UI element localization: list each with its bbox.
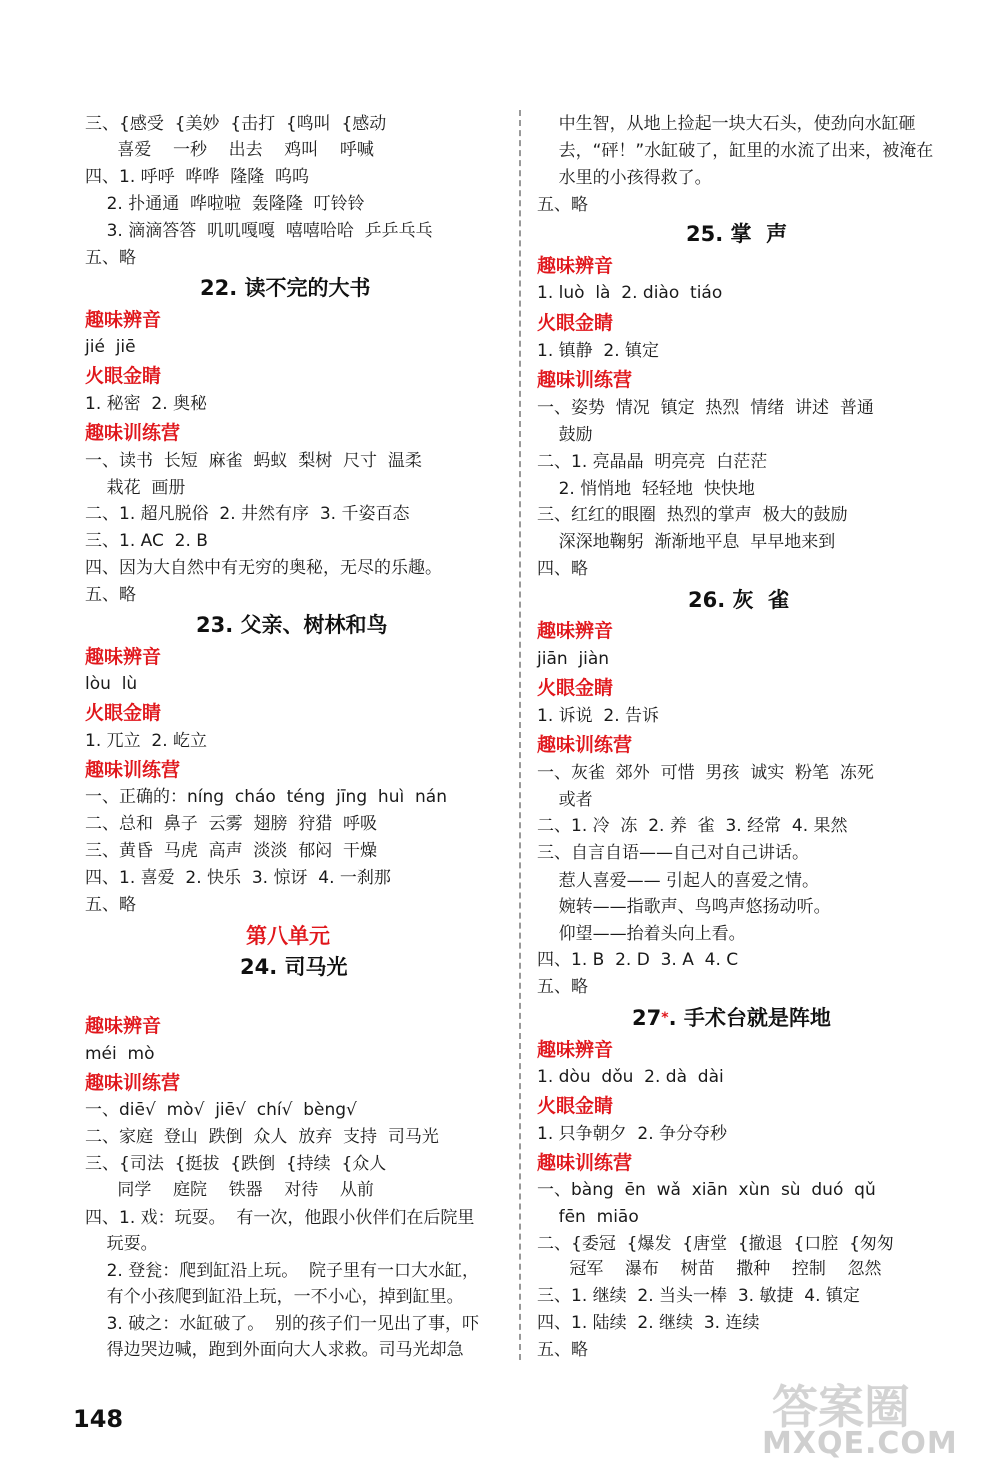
section-heading: 趣味辨音 <box>537 620 614 642</box>
section-heading: 火眼金睛 <box>537 677 614 699</box>
section-heading: 趣味训练营 <box>85 759 181 781</box>
answer-line: 冠军 瀑布 树苗 撒种 控制 忽然 <box>537 1259 882 1279</box>
answer-line: 一、读书 长短 麻雀 蚂蚁 梨树 尺寸 温柔 <box>85 451 422 471</box>
answer-line: 三、{感受 {美妙 {击打 {鸣叫 {感动 <box>85 114 387 134</box>
answer-line: 五、略 <box>85 585 136 605</box>
section-heading: 趣味训练营 <box>537 369 633 391</box>
optional-star-icon: * <box>661 1010 669 1026</box>
answer-line: 四、1. 陆续 2. 继续 3. 连续 <box>537 1313 760 1333</box>
section-heading: 趣味训练营 <box>85 422 181 444</box>
answer-line: 得边哭边喊，跑到外面向大人求救。司马光却急 <box>85 1340 464 1360</box>
answer-line: 惹人喜爱—— 引起人的喜爱之情。 <box>537 871 820 891</box>
answer-line: 栽花 画册 <box>85 478 186 498</box>
answer-line: 3. 滴滴答答 叽叽嘎嘎 嘻嘻哈哈 乒乒乓乓 <box>85 221 433 241</box>
answer-line: 二、1. 亮晶晶 明亮亮 白茫茫 <box>537 452 768 472</box>
answer-line: lòu lù <box>85 674 138 694</box>
watermark-url: MXQE.COM <box>762 1426 958 1461</box>
answer-line: 1. 秘密 2. 奥秘 <box>85 394 208 414</box>
answer-line: 三、黄昏 马虎 高声 淡淡 郁闷 干燥 <box>85 841 378 861</box>
answer-line: 2. 扑通通 哗啦啦 轰隆隆 叮铃铃 <box>85 194 365 214</box>
answer-line: 五、略 <box>537 195 588 215</box>
answer-line: 一、diē√ mò√ jiē√ chí√ bèng√ <box>85 1100 357 1120</box>
answer-line: 二、总和 鼻子 云雾 翅膀 狩猎 呼吸 <box>85 814 378 834</box>
answer-line: 二、1. 冷 冻 2. 养 雀 3. 经常 4. 果然 <box>537 816 848 836</box>
answer-line: 1. luò là 2. diào tiáo <box>537 283 723 303</box>
section-heading: 火眼金睛 <box>85 702 162 724</box>
answer-line: 1. 镇静 2. 镇定 <box>537 341 660 361</box>
answer-line: 2. 登瓮：爬到缸沿上玩。 院子里有一口大水缸， <box>85 1261 480 1281</box>
answer-line: 有个小孩爬到缸沿上玩，一不小心，掉到缸里。 <box>85 1287 464 1307</box>
answer-line: 五、略 <box>537 1340 588 1360</box>
answer-line: 四、因为大自然中有无穷的奥秘，无尽的乐趣。 <box>85 558 442 578</box>
answer-line: 玩耍。 <box>85 1234 158 1254</box>
answer-line: 深深地鞠躬 渐渐地平息 早早地来到 <box>537 532 836 552</box>
answer-line: 四、1. 呼呼 哗哗 隆隆 呜呜 <box>85 167 310 187</box>
answer-line: jiān jiàn <box>537 649 610 669</box>
section-heading: 火眼金睛 <box>85 365 162 387</box>
answer-line: 四、1. B 2. D 3. A 4. C <box>537 950 739 970</box>
watermark-logo <box>762 1371 982 1461</box>
lesson-title: 23. 父亲、树林和鸟 <box>196 613 388 637</box>
answer-line: fēn miāo <box>537 1207 639 1227</box>
lesson-title: 22. 读不完的大书 <box>200 276 371 300</box>
answer-line: méi mò <box>85 1044 155 1064</box>
watermark-mark: 答案圈 <box>772 1380 910 1434</box>
answer-line: 五、略 <box>85 895 136 915</box>
answer-line: 2. 悄悄地 轻轻地 快快地 <box>537 479 755 499</box>
answer-line: 三、1. 继续 2. 当头一棒 3. 敏捷 4. 镇定 <box>537 1286 860 1306</box>
answer-line: 仰望——抬着头向上看。 <box>537 924 746 944</box>
answer-line: 1. 诉说 2. 告诉 <box>537 706 660 726</box>
answer-line: 四、1. 戏：玩耍。 有一次，他跟小伙伴们在后院里 <box>85 1208 475 1228</box>
answer-line: 五、略 <box>537 977 588 997</box>
section-heading: 趣味辨音 <box>537 1039 614 1061</box>
lesson-title: 26. 灰 雀 <box>688 588 790 612</box>
answer-line: 一、正确的：níng cháo téng jīng huì nán <box>85 787 447 807</box>
lesson-title-text: . 手术台就是阵地 <box>668 1006 831 1030</box>
answer-line: 四、1. 喜爱 2. 快乐 3. 惊讶 4. 一刹那 <box>85 868 391 888</box>
answer-line: 1. dòu dǒu 2. dà dài <box>537 1067 724 1087</box>
answer-line: jié jiē <box>85 337 136 357</box>
answer-line: 五、略 <box>85 248 136 268</box>
section-heading: 火眼金睛 <box>537 1095 614 1117</box>
lesson-title: 24. 司马光 <box>240 955 348 979</box>
answer-line: 三、自言自语——自己对自己讲话。 <box>537 843 809 863</box>
answer-line: 1. 只争朝夕 2. 争分夺秒 <box>537 1124 728 1144</box>
section-heading: 趣味训练营 <box>85 1072 181 1094</box>
answer-line: 水里的小孩得救了。 <box>537 168 712 188</box>
answer-line: 二、{委冠 {爆发 {唐堂 {撤退 {口腔 {匆匆 <box>537 1234 894 1254</box>
answer-line: 中生智，从地上捡起一块大石头，使劲向水缸砸 <box>537 114 916 134</box>
answer-line: 同学 庭院 铁器 对待 从前 <box>85 1180 374 1200</box>
section-heading: 趣味辨音 <box>85 646 162 668</box>
section-heading: 火眼金睛 <box>537 312 614 334</box>
section-heading: 趣味训练营 <box>537 734 633 756</box>
answer-line: 一、姿势 情况 镇定 热烈 情绪 讲述 普通 <box>537 398 874 418</box>
answer-line: 1. 兀立 2. 屹立 <box>85 731 208 751</box>
answer-line: 二、家庭 登山 跌倒 众人 放弃 支持 司马光 <box>85 1127 439 1147</box>
answer-line: 喜爱 一秒 出去 鸡叫 呼喊 <box>85 140 374 160</box>
section-heading: 趣味辨音 <box>537 255 614 277</box>
lesson-number: 27 <box>632 1006 662 1030</box>
unit-heading: 第八单元 <box>246 924 330 948</box>
answer-line: 3. 破之：水缸破了。 别的孩子们一见出了事，吓 <box>85 1314 480 1334</box>
answer-line: 鼓励 <box>537 425 593 445</box>
answer-line: 或者 <box>537 790 593 810</box>
answer-line: 婉转——指歌声、鸟鸣声悠扬动听。 <box>537 897 831 917</box>
answer-line: 一、bàng ēn wǎ xiān xùn sù duó qǔ <box>537 1180 876 1200</box>
answer-line: 二、1. 超凡脱俗 2. 井然有序 3. 千姿百态 <box>85 504 410 524</box>
section-heading: 趣味辨音 <box>85 1015 162 1037</box>
answer-line: 三、红红的眼圈 热烈的掌声 极大的鼓励 <box>537 505 848 525</box>
answer-line: 去，“砰！”水缸破了，缸里的水流了出来，被淹在 <box>537 141 934 161</box>
answer-line: 三、{司法 {挺拔 {跌倒 {持续 {众人 <box>85 1154 387 1174</box>
answer-line: 四、略 <box>537 559 588 579</box>
answer-line: 三、1. AC 2. B <box>85 531 208 551</box>
page-number: 148 <box>73 1405 124 1433</box>
lesson-title: 25. 掌 声 <box>686 222 788 246</box>
column-divider <box>519 110 521 1360</box>
lesson-title <box>632 1005 831 1031</box>
section-heading: 趣味训练营 <box>537 1152 633 1174</box>
section-heading: 趣味辨音 <box>85 309 162 331</box>
answer-line: 一、灰雀 郊外 可惜 男孩 诚实 粉笔 冻死 <box>537 763 874 783</box>
